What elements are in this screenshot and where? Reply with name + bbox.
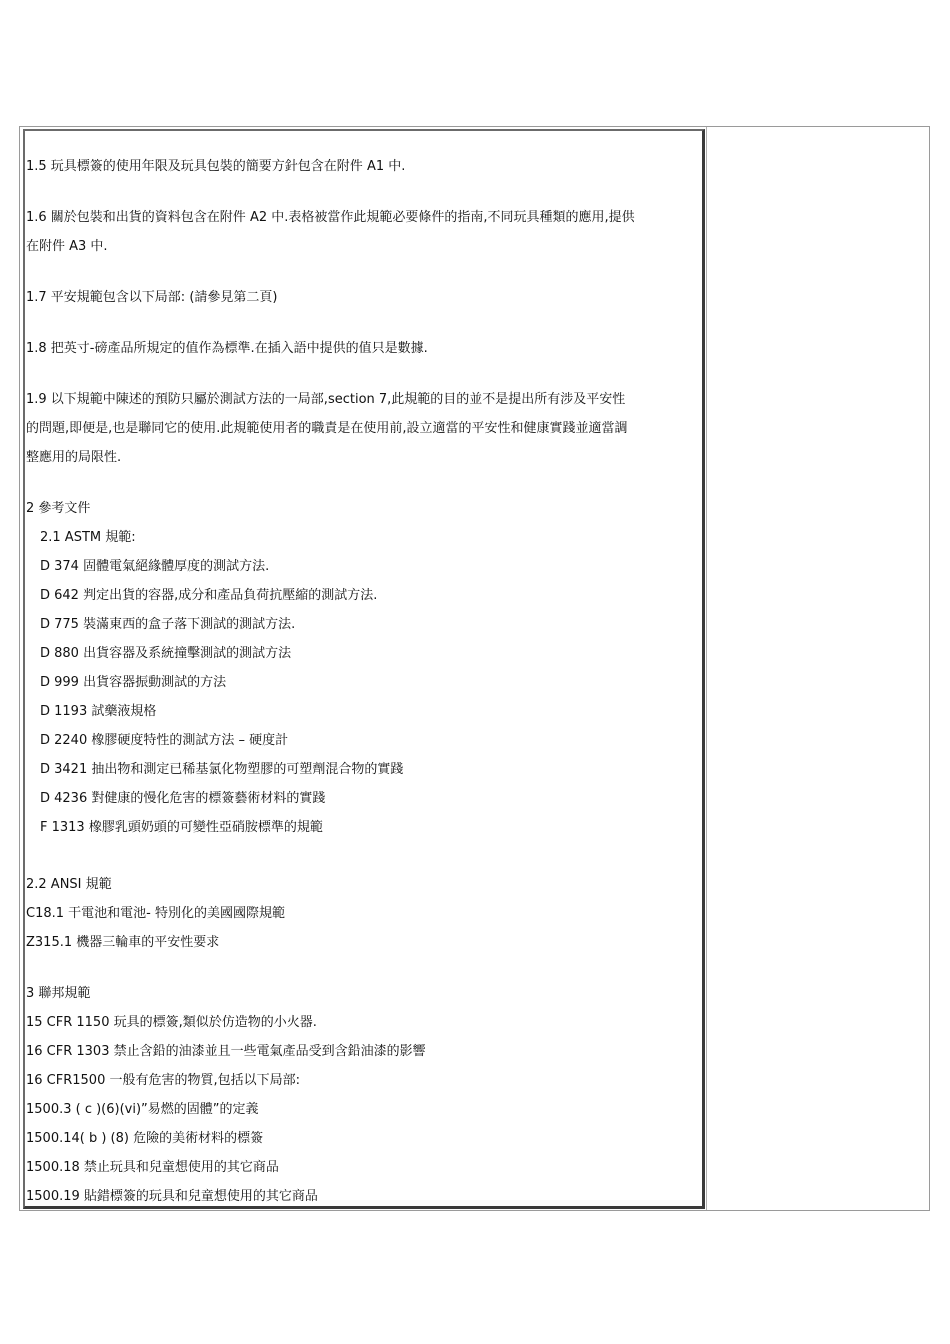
federal-item: 15 CFR 1150 玩具的標簽,類似於仿造物的小火器. [26, 1015, 317, 1030]
paragraph-1-5: 1.5 玩具標簽的使用年限及玩具包裝的簡要方針包含在附件 A1 中. [26, 159, 406, 174]
section-3-heading: 3 聯邦規範 [26, 986, 91, 1001]
ansi-heading: 2.2 ANSI 規範 [26, 877, 112, 892]
astm-item: D 642 判定出貨的容器,成分和產品負荷抗壓縮的測試方法. [40, 588, 378, 603]
astm-heading: 2.1 ASTM 規範: [40, 530, 136, 545]
table-column-divider [706, 127, 707, 1210]
federal-item: 16 CFR 1303 禁止含鉛的油漆並且一些電氣產品受到含鉛油漆的影響 [26, 1044, 426, 1059]
astm-item: D 374 固體電氣絕緣體厚度的測試方法. [40, 559, 270, 574]
paragraph-1-6-line-1: 1.6 關於包裝和出貨的資料包含在附件 A2 中.表格被當作此規範必要條件的指南,不同玩具種類的應用,提供 [26, 210, 635, 225]
astm-item: D 4236 對健康的慢化危害的標簽藝術材料的實踐 [40, 791, 326, 806]
astm-item: D 775 裝滿東西的盒子落下測試的測試方法. [40, 617, 296, 632]
federal-item: 16 CFR1500 一般有危害的物質,包括以下局部: [26, 1073, 300, 1088]
paragraph-1-7: 1.7 平安規範包含以下局部: (請參見第二頁) [26, 290, 278, 305]
astm-item: D 999 出貨容器振動測試的方法 [40, 675, 227, 690]
ansi-item: Z315.1 機器三輪車的平安性要求 [26, 935, 220, 950]
astm-item: D 2240 橡膠硬度特性的測試方法 – 硬度計 [40, 733, 289, 748]
astm-item: D 3421 抽出物和測定已稀基氯化物塑膠的可塑劑混合物的實踐 [40, 762, 404, 777]
paragraph-1-9-line-2: 的問題,即便是,也是聯同它的使用.此規範使用者的職責是在使用前,設立適當的平安性和健康實踐並適當調 [26, 421, 628, 436]
federal-item: 1500.18 禁止玩具和兒童想使用的其它商品 [26, 1160, 279, 1175]
federal-item: 1500.19 貼錯標簽的玩具和兒童想使用的其它商品 [26, 1189, 318, 1204]
astm-item: F 1313 橡膠乳頭奶頭的可變性亞硝胺標準的規範 [40, 820, 323, 835]
astm-item: D 1193 試藥液規格 [40, 704, 157, 719]
section-2-heading: 2 參考文件 [26, 501, 91, 516]
paragraph-1-6-line-2: 在附件 A3 中. [26, 239, 108, 254]
ansi-item: C18.1 干電池和電池- 特別化的美國國際規範 [26, 906, 285, 921]
federal-item: 1500.3 ( c )(6)(vi)”易燃的固體”的定義 [26, 1102, 259, 1117]
paragraph-1-9-line-1: 1.9 以下規範中陳述的預防只屬於測試方法的一局部,section 7,此規範的目的並不是提出所有涉及平安性 [26, 392, 626, 407]
paragraph-1-8: 1.8 把英寸-磅產品所規定的值作為標準.在插入語中提供的值只是數據. [26, 341, 428, 356]
paragraph-1-9-line-3: 整應用的局限性. [26, 450, 122, 465]
document-body [26, 130, 702, 1211]
astm-item: D 880 出貨容器及系統撞擊測試的測試方法 [40, 646, 292, 661]
federal-item: 1500.14( b ) (8) 危險的美術材料的標簽 [26, 1131, 264, 1146]
